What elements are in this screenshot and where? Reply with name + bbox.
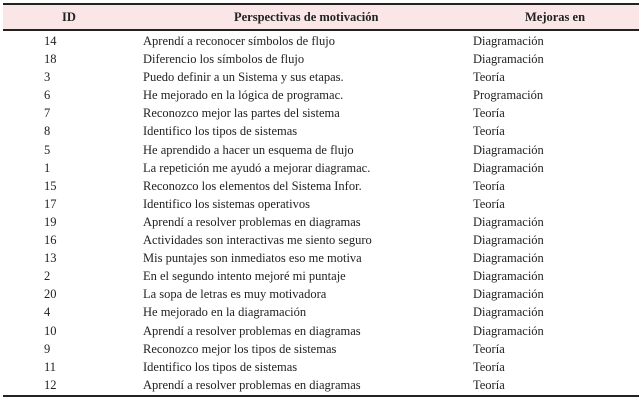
cell-perspective: Puedo definir a un Sistema y sus etapas.: [143, 70, 344, 85]
cell-improves: Diagramación: [473, 305, 544, 320]
cell-perspective: La repetición me ayudó a mejorar diagramac.: [143, 160, 371, 175]
table-row: [3, 159, 639, 177]
table-row: [3, 177, 639, 195]
cell-improves: Diagramación: [473, 142, 544, 157]
table-row: [3, 358, 639, 376]
table-row: [3, 249, 639, 267]
cell-id: 10: [44, 323, 57, 338]
cell-perspective: Aprendí a reconocer símbolos de flujo: [143, 34, 335, 48]
cell-perspective: Aprendí a resolver problemas en diagramas: [143, 377, 361, 392]
cell-perspective: Aprendí a resolver problemas en diagramas: [143, 323, 361, 338]
table-row: [3, 32, 639, 50]
cell-perspective: Reconozco mejor los tipos de sistemas: [143, 341, 337, 356]
cell-id: 9: [44, 341, 51, 356]
cell-perspective: He aprendido a hacer un esquema de flujo: [143, 142, 354, 157]
cell-id: 20: [44, 287, 57, 302]
cell-perspective: Identifico los tipos de sistemas: [143, 359, 298, 374]
cell-improves: Diagramación: [473, 34, 544, 48]
table-row: [3, 267, 639, 285]
table-row: [3, 122, 639, 140]
header-improves: Mejoras en: [525, 10, 586, 24]
cell-id: 2: [44, 269, 51, 284]
cell-perspective: Reconozco mejor las partes del sistema: [143, 106, 340, 121]
table-row: [3, 303, 639, 321]
cell-id: 11: [44, 359, 57, 374]
table-row: [3, 376, 639, 394]
cell-perspective: Diferencio los símbolos de flujo: [143, 52, 305, 67]
table-row: [3, 213, 639, 231]
cell-improves: Diagramación: [473, 233, 544, 248]
cell-improves: Diagramación: [473, 214, 544, 229]
table-row: [3, 285, 639, 303]
table-row: [3, 104, 639, 122]
cell-perspective: Aprendí a resolver problemas en diagramas: [143, 214, 361, 229]
table-row: [3, 231, 639, 249]
cell-improves: Teoría: [473, 359, 505, 374]
table-header: [3, 5, 639, 29]
cell-improves: Teoría: [473, 124, 505, 139]
cell-perspective: Actividades son interactivas me siento seguro: [143, 233, 372, 248]
cell-id: 15: [44, 178, 57, 193]
cell-improves: Diagramación: [473, 251, 544, 266]
table-row: [3, 195, 639, 213]
cell-improves: Teoría: [473, 341, 505, 356]
cell-perspective: La sopa de letras es muy motivadora: [143, 287, 327, 302]
cell-id: 14: [44, 34, 57, 48]
cell-improves: Programación: [473, 88, 544, 103]
cell-id: 1: [44, 160, 51, 175]
cell-perspective: He mejorado en la diagramación: [143, 305, 307, 320]
header-id: ID: [62, 10, 76, 24]
cell-improves: Teoría: [473, 377, 505, 392]
cell-id: 13: [44, 251, 57, 266]
cell-improves: Teoría: [473, 70, 505, 85]
cell-improves: Diagramación: [473, 160, 544, 175]
motivation-table: [3, 3, 639, 397]
header-perspective: Perspectivas de motivación: [234, 10, 379, 24]
cell-perspective: Mis puntajes son inmediatos eso me motiva: [143, 251, 362, 266]
bottom-rule: [3, 395, 639, 397]
cell-id: 4: [44, 305, 51, 320]
table-row: [3, 86, 639, 104]
cell-improves: Diagramación: [473, 323, 544, 338]
cell-id: 12: [44, 377, 57, 392]
cell-id: 5: [44, 142, 51, 157]
cell-id: 3: [44, 70, 51, 85]
table-body: [3, 31, 639, 394]
table-row: [3, 68, 639, 86]
cell-perspective: Identifico los sistemas operativos: [143, 196, 310, 211]
cell-perspective: En el segundo intento mejoré mi puntaje: [143, 269, 346, 284]
cell-improves: Diagramación: [473, 287, 544, 302]
cell-id: 17: [44, 196, 57, 211]
cell-improves: Teoría: [473, 106, 505, 121]
table-row: [3, 141, 639, 159]
table-row: [3, 50, 639, 68]
cell-perspective: Reconozco los elementos del Sistema Infor.: [143, 178, 362, 193]
cell-improves: Teoría: [473, 178, 505, 193]
cell-id: 8: [44, 124, 51, 139]
cell-perspective: Identifico los tipos de sistemas: [143, 124, 298, 139]
cell-id: 16: [44, 233, 57, 248]
cell-id: 18: [44, 52, 57, 67]
cell-improves: Teoría: [473, 196, 505, 211]
table-row: [3, 340, 639, 358]
table-row: [3, 322, 639, 340]
cell-improves: Diagramación: [473, 269, 544, 284]
cell-id: 7: [44, 106, 51, 121]
cell-improves: Diagramación: [473, 52, 544, 67]
cell-id: 19: [44, 214, 57, 229]
cell-perspective: He mejorado en la lógica de programac.: [143, 88, 344, 103]
cell-id: 6: [44, 88, 51, 103]
